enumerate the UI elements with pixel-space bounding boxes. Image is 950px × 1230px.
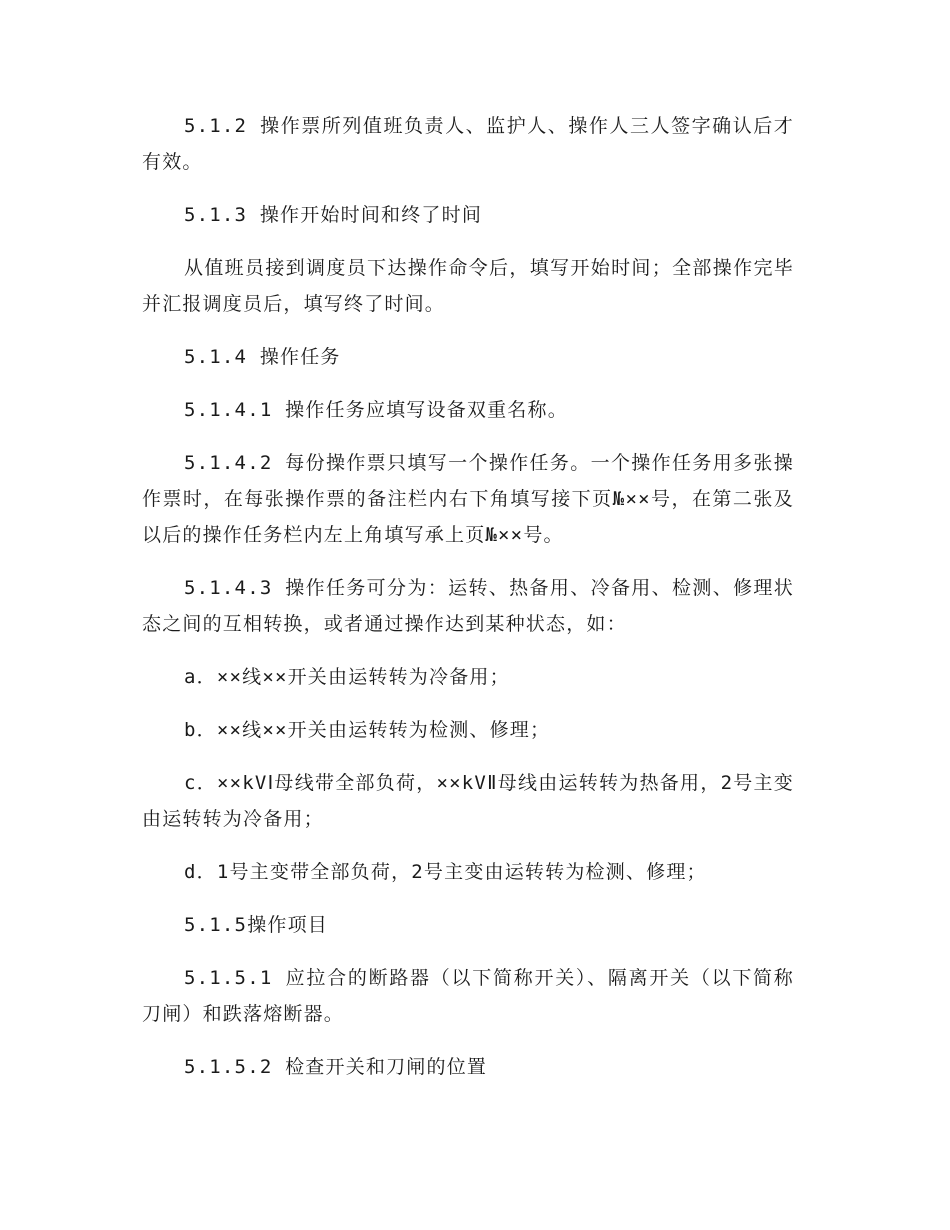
paragraph-5-1-4-1: 5.1.4.1 操作任务应填写设备双重名称。: [184, 399, 568, 421]
list-item-c: c．××kVⅠ母线带全部负荷，××kVⅡ母线由运转转为热备用，2号主变由运转转为冷备用；: [142, 772, 794, 830]
paragraph-time-description: 从值班员接到调度员下达操作命令后，填写开始时间；全部操作完毕并汇报调度员后，填写终了时间。: [142, 257, 794, 315]
list-item-d: d．1号主变带全部负荷，2号主变由运转转为检测、修理；: [184, 861, 707, 883]
paragraph-5-1-4-3: 5.1.4.3 操作任务可分为：运转、热备用、冷备用、检测、修理状态之间的互相转换，或者通过操作达到某种状态，如：: [142, 577, 794, 635]
paragraph-5-1-5-2: 5.1.5.2 检查开关和刀闸的位置: [184, 1056, 488, 1078]
paragraph-5-1-3: 5.1.3 操作开始时间和终了时间: [184, 204, 483, 226]
list-item-b: b．××线××开关由运转转为检测、修理；: [184, 719, 551, 741]
paragraph-5-1-5: 5.1.5操作项目: [184, 914, 328, 936]
paragraph-5-1-4-2: 5.1.4.2 每份操作票只填写一个操作任务。一个操作任务用多张操作票时，在每张操作票的备注栏内右下角填写接下页№××号，在第二张及以后的操作任务栏内左上角填写承上页№××号。: [142, 452, 794, 546]
paragraph-5-1-4: 5.1.4 操作任务: [184, 346, 341, 368]
document-page: [142, 108, 794, 1085]
list-item-a: a．××线××开关由运转转为冷备用；: [184, 666, 510, 688]
paragraph-5-1-5-1: 5.1.5.1 应拉合的断路器（以下简称开关）、隔离开关（以下简称刀闸）和跌落熔断器。: [142, 967, 794, 1025]
paragraph-5-1-2: 5.1.2 操作票所列值班负责人、监护人、操作人三人签字确认后才有效。: [142, 115, 794, 173]
